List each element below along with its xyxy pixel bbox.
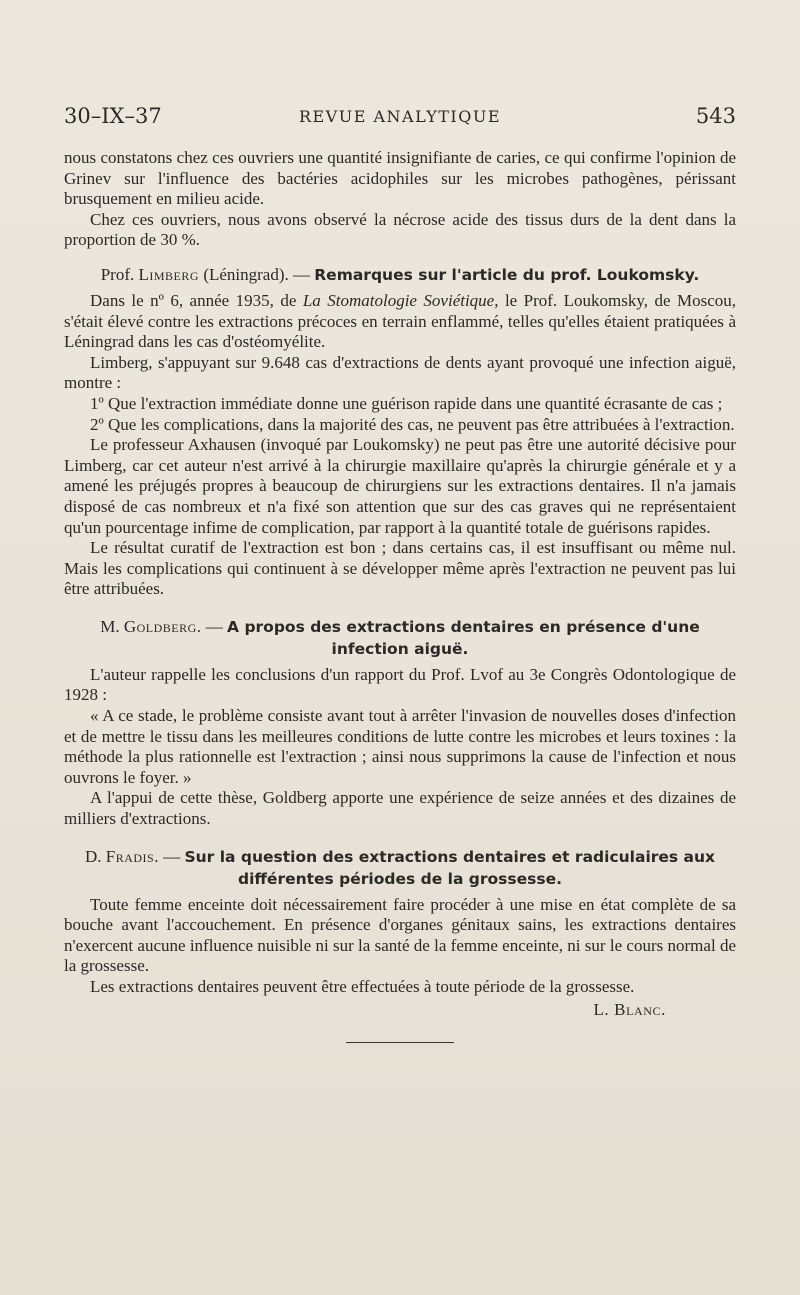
header-journal-title: REVUE ANALYTIQUE — [298, 107, 502, 126]
running-header — [64, 104, 736, 132]
article-paragraph: 2º Que les complications, dans la majorité des cas, ne peuvent pas être attribuées à l'extraction. — [90, 414, 735, 434]
page-number: 543 — [695, 104, 736, 128]
article-title: Sur la question des extractions dentaires et radiculaires aux différentes périodes de la grossesse. — [184, 847, 716, 888]
article-author-name: Goldberg. — [123, 616, 202, 636]
article-paragraph — [64, 291, 736, 353]
section-divider-rule — [346, 1042, 454, 1043]
article-paragraph: 1º Que l'extraction immédiate donne une guérison rapide dans une quantité écrasante de cas ; — [90, 393, 723, 413]
article-paragraph: Le professeur Axhausen (invoqué par Loukomsky) ne peut pas être une autorité décisive pour Limberg, car cet auteur n'est arrivé à la chirurgie maxillaire qu'après la chirurgie générale et y a amené les préjugés propres à beaucoup de chirurgiens sur les extractions dentaires. Il n'a jamais disposé de cas nombreux et n'a fixé son attention que sur des cas graves qui ne représentaient qu'un pourcentage infime de complication, par rapport à la quantité totale de guérisons rapides. — [64, 435, 736, 537]
article-author-name: Limberg — [138, 264, 200, 284]
article-dash: — — [163, 846, 181, 866]
article-dash: — — [205, 616, 223, 636]
text-span: Dans le nº 6, année 1935, de — [90, 290, 297, 310]
article-heading-goldberg — [64, 616, 736, 660]
article-paragraph: Limberg, s'appuyant sur 9.648 cas d'extractions de dents ayant provoqué une infection aiguë, montre : — [64, 352, 736, 393]
intro-paragraph-2: Chez ces ouvriers, nous avons observé la nécrose acide des tissus durs de la dent dans la proportion de 30 %. — [64, 209, 736, 250]
article-author-prefix: Prof. — [100, 264, 135, 284]
article-author-prefix: M. — [100, 616, 120, 636]
article-paragraph: Les extractions dentaires peuvent être effectuées à toute période de la grossesse. — [90, 977, 635, 996]
header-date: 30–IX–37 — [64, 104, 162, 128]
text-span: le Prof. Loukomsky, de Moscou, s'était élevé contre les extractions précoces en terrain enflammé, telles qu'elles étaient pratiquées à Léningrad dans les cas d'ostéomyélite. — [64, 290, 736, 352]
article-heading-limberg — [64, 264, 736, 286]
journal-name: La Stomatologie Soviétique, — [302, 290, 499, 310]
reviewer-signature: L. Blanc. — [593, 999, 666, 1019]
article-author-city: (Léningrad). — — [203, 264, 310, 284]
article-heading-fradis — [64, 846, 736, 890]
article-author-prefix: D. — [84, 846, 102, 866]
article-paragraph: Toute femme enceinte doit nécessairement faire procéder à une mise en état complète de sa bouche avant l'accouchement. En présence d'organes génitaux sains, les extractions dentaires n'exercent aucune influence nuisible ni sur la santé de la femme enceinte, ni sur le cours normal de la grossesse. — [64, 894, 736, 976]
article-title: A propos des extractions dentaires en présence d'une infection aiguë. — [227, 617, 700, 658]
article-paragraph: A l'appui de cette thèse, Goldberg apporte une expérience de seize années et des dizaines de milliers d'extractions. — [64, 788, 736, 829]
article-paragraph: L'auteur rappelle les conclusions d'un rapport du Prof. Lvof au 3e Congrès Odontologique de 1928 : — [64, 664, 736, 705]
article-author-name: Fradis. — [105, 846, 159, 866]
article-paragraph: « A ce stade, le problème consiste avant tout à arrêter l'invasion de nouvelles doses d'infection et de mettre le tissu dans les meilleures conditions de lutte contre les microbes et leurs toxines : la méthode la plus rationnelle est l'extraction ; ainsi nous supprimons la cause de l'infection et nous ouvrons le foyer. » — [64, 706, 736, 787]
article-title: Remarques sur l'article du prof. Loukomsky. — [314, 265, 700, 284]
page-body — [64, 148, 736, 1043]
article-paragraph: Le résultat curatif de l'extraction est bon ; dans certains cas, il est insuffisant ou même nul. Mais les complications qui continuent à se développer même après l'extraction ne peuvent pas lui être attribuées. — [64, 538, 736, 599]
intro-paragraph-1: nous constatons chez ces ouvriers une quantité insignifiante de caries, ce qui confirme l'opinion de Grinev sur l'influence des bactéries acidophiles sur les microbes pathogènes, périssant brusquement en milieu acide. — [64, 148, 736, 209]
